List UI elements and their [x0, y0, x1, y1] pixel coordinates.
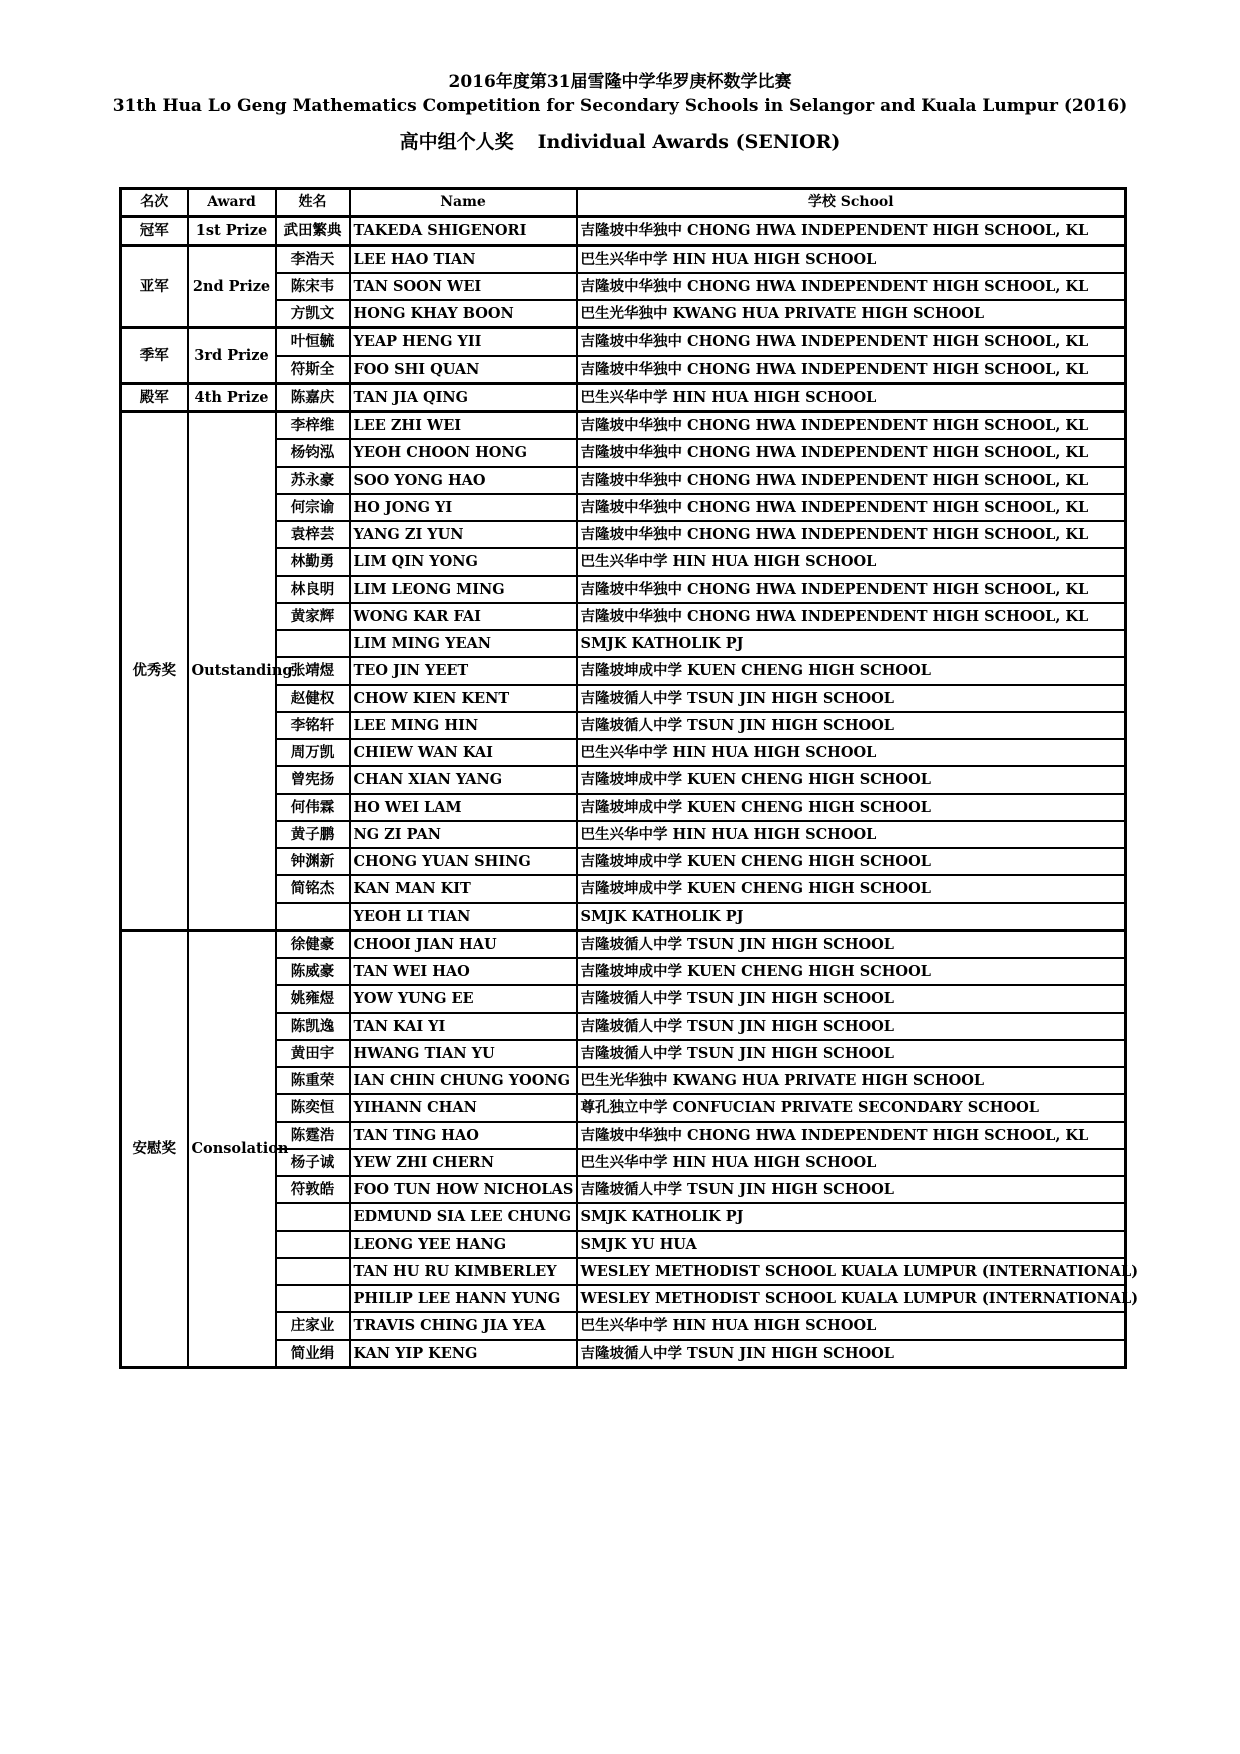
- school-cell: SMJK KATHOLIK PJ: [577, 903, 1126, 931]
- name-cell: TAN HU RU KIMBERLEY: [350, 1258, 577, 1285]
- table-row: [121, 245, 1126, 273]
- chinese-name-cell: 陈嘉庆: [276, 383, 350, 411]
- name-cell: KAN MAN KIT: [350, 875, 577, 902]
- school-cell: 巴生光华独中 KWANG HUA PRIVATE HIGH SCHOOL: [577, 300, 1126, 328]
- school-cell: 吉隆坡中华独中 CHONG HWA INDEPENDENT HIGH SCHOOL, KL: [577, 412, 1126, 440]
- name-cell: CHIEW WAN KAI: [350, 739, 577, 766]
- chinese-name-cell: 钟渊新: [276, 848, 350, 875]
- school-cell: 吉隆坡中华独中 CHONG HWA INDEPENDENT HIGH SCHOOL, KL: [577, 467, 1126, 494]
- school-cell: 吉隆坡坤成中学 KUEN CHENG HIGH SCHOOL: [577, 766, 1126, 793]
- school-cell: 巴生兴华中学 HIN HUA HIGH SCHOOL: [577, 739, 1126, 766]
- school-cell: 巴生光华独中 KWANG HUA PRIVATE HIGH SCHOOL: [577, 1067, 1126, 1094]
- chinese-name-cell: 何伟霖: [276, 794, 350, 821]
- chinese-name-cell: 黄田宇: [276, 1040, 350, 1067]
- chinese-name-cell: 陈奕恒: [276, 1094, 350, 1121]
- name-cell: KAN YIP KENG: [350, 1340, 577, 1368]
- chinese-name-cell: 姚雍煜: [276, 985, 350, 1012]
- table-row: [121, 930, 1126, 958]
- chinese-name-cell: 陈重荣: [276, 1067, 350, 1094]
- chinese-name-cell: 袁梓芸: [276, 521, 350, 548]
- name-cell: YANG ZI YUN: [350, 521, 577, 548]
- school-cell: 尊孔独立中学 CONFUCIAN PRIVATE SECONDARY SCHOOL: [577, 1094, 1126, 1121]
- name-cell: LEONG YEE HANG: [350, 1231, 577, 1258]
- name-cell: LEE ZHI WEI: [350, 412, 577, 440]
- chinese-name-cell: 赵健权: [276, 685, 350, 712]
- chinese-name-cell: 周万凯: [276, 739, 350, 766]
- chinese-name-cell: 陈霆浩: [276, 1122, 350, 1149]
- award-cell: 1st Prize: [188, 217, 276, 245]
- name-cell: TEO JIN YEET: [350, 657, 577, 684]
- name-cell: FOO SHI QUAN: [350, 356, 577, 384]
- name-cell: NG ZI PAN: [350, 821, 577, 848]
- chinese-name-cell: 庄家业: [276, 1312, 350, 1339]
- name-cell: TAN TING HAO: [350, 1122, 577, 1149]
- school-cell: SMJK KATHOLIK PJ: [577, 630, 1126, 657]
- name-cell: FOO TUN HOW NICHOLAS: [350, 1176, 577, 1203]
- school-cell: WESLEY METHODIST SCHOOL KUALA LUMPUR (INTERNATIONAL): [577, 1258, 1126, 1285]
- name-cell: LIM QIN YONG: [350, 548, 577, 575]
- chinese-name-cell: [276, 1258, 350, 1285]
- chinese-name-cell: 陈宋韦: [276, 273, 350, 300]
- chinese-name-cell: 叶恒毓: [276, 328, 350, 356]
- name-cell: CHOW KIEN KENT: [350, 685, 577, 712]
- rank-cell: 殿军: [121, 383, 188, 411]
- title-chinese: 2016年度第31届雪隆中学华罗庚杯数学比赛: [448, 72, 792, 92]
- document-header: [0, 70, 1240, 156]
- school-cell: 吉隆坡中华独中 CHONG HWA INDEPENDENT HIGH SCHOOL, KL: [577, 494, 1126, 521]
- header-chinese-name: 姓名: [276, 189, 350, 217]
- name-cell: HONG KHAY BOON: [350, 300, 577, 328]
- name-cell: LIM MING YEAN: [350, 630, 577, 657]
- school-cell: 吉隆坡循人中学 TSUN JIN HIGH SCHOOL: [577, 985, 1126, 1012]
- chinese-name-cell: 黄子鹏: [276, 821, 350, 848]
- chinese-name-cell: 林勤勇: [276, 548, 350, 575]
- name-cell: PHILIP LEE HANN YUNG: [350, 1285, 577, 1312]
- title-english: 31th Hua Lo Geng Mathematics Competition for Secondary Schools in Selangor and Kuala Lumpur (2016): [112, 96, 1128, 116]
- chinese-name-cell: 李浩天: [276, 245, 350, 273]
- school-cell: 吉隆坡坤成中学 KUEN CHENG HIGH SCHOOL: [577, 958, 1126, 985]
- table-row: [121, 328, 1126, 356]
- rank-cell: 亚军: [121, 245, 188, 328]
- table-header-row: [121, 189, 1126, 217]
- school-cell: 吉隆坡循人中学 TSUN JIN HIGH SCHOOL: [577, 712, 1126, 739]
- school-cell: WESLEY METHODIST SCHOOL KUALA LUMPUR (INTERNATIONAL): [577, 1285, 1126, 1312]
- chinese-name-cell: [276, 1285, 350, 1312]
- name-cell: TAN JIA QING: [350, 383, 577, 411]
- subtitle: [0, 128, 1240, 156]
- name-cell: EDMUND SIA LEE CHUNG: [350, 1203, 577, 1230]
- school-cell: SMJK KATHOLIK PJ: [577, 1203, 1126, 1230]
- award-cell: 4th Prize: [188, 383, 276, 411]
- chinese-name-cell: 陈威豪: [276, 958, 350, 985]
- award-cell: Outstanding: [188, 412, 276, 931]
- chinese-name-cell: 苏永豪: [276, 467, 350, 494]
- name-cell: LEE HAO TIAN: [350, 245, 577, 273]
- name-cell: TAN SOON WEI: [350, 273, 577, 300]
- school-cell: 巴生兴华中学 HIN HUA HIGH SCHOOL: [577, 1149, 1126, 1176]
- chinese-name-cell: 张靖煜: [276, 657, 350, 684]
- awards-body: [121, 217, 1139, 1368]
- school-cell: 吉隆坡中华独中 CHONG HWA INDEPENDENT HIGH SCHOOL, KL: [577, 439, 1126, 466]
- chinese-name-cell: 林良明: [276, 576, 350, 603]
- header-school: 学校 School: [577, 189, 1126, 217]
- school-cell: 吉隆坡中华独中 CHONG HWA INDEPENDENT HIGH SCHOOL, KL: [577, 328, 1126, 356]
- subtitle-english: Individual Awards (SENIOR): [537, 131, 841, 153]
- name-cell: YOW YUNG EE: [350, 985, 577, 1012]
- name-cell: TAKEDA SHIGENORI: [350, 217, 577, 245]
- name-cell: WONG KAR FAI: [350, 603, 577, 630]
- name-cell: TRAVIS CHING JIA YEA: [350, 1312, 577, 1339]
- school-cell: 吉隆坡中华独中 CHONG HWA INDEPENDENT HIGH SCHOOL, KL: [577, 217, 1126, 245]
- chinese-name-cell: 符敦皓: [276, 1176, 350, 1203]
- chinese-name-cell: 黄家辉: [276, 603, 350, 630]
- school-cell: 巴生兴华中学 HIN HUA HIGH SCHOOL: [577, 245, 1126, 273]
- name-cell: LEE MING HIN: [350, 712, 577, 739]
- school-cell: 吉隆坡中华独中 CHONG HWA INDEPENDENT HIGH SCHOOL, KL: [577, 356, 1126, 384]
- award-cell: Consolation: [188, 930, 276, 1367]
- chinese-name-cell: [276, 903, 350, 931]
- chinese-name-cell: 武田繁典: [276, 217, 350, 245]
- chinese-name-cell: 简铭杰: [276, 875, 350, 902]
- chinese-name-cell: 曾宪扬: [276, 766, 350, 793]
- name-cell: CHONG YUAN SHING: [350, 848, 577, 875]
- school-cell: 吉隆坡中华独中 CHONG HWA INDEPENDENT HIGH SCHOOL, KL: [577, 521, 1126, 548]
- chinese-name-cell: 杨子诚: [276, 1149, 350, 1176]
- table-row: [121, 412, 1126, 440]
- chinese-name-cell: 杨钧泓: [276, 439, 350, 466]
- school-cell: 吉隆坡坤成中学 KUEN CHENG HIGH SCHOOL: [577, 794, 1126, 821]
- rank-cell: 季军: [121, 328, 188, 384]
- name-cell: TAN KAI YI: [350, 1013, 577, 1040]
- school-cell: 巴生兴华中学 HIN HUA HIGH SCHOOL: [577, 383, 1126, 411]
- name-cell: YEOH LI TIAN: [350, 903, 577, 931]
- name-cell: CHAN XIAN YANG: [350, 766, 577, 793]
- chinese-name-cell: [276, 1203, 350, 1230]
- rank-cell: 冠军: [121, 217, 188, 245]
- name-cell: YIHANN CHAN: [350, 1094, 577, 1121]
- school-cell: 吉隆坡循人中学 TSUN JIN HIGH SCHOOL: [577, 1013, 1126, 1040]
- award-cell: 3rd Prize: [188, 328, 276, 384]
- school-cell: 巴生兴华中学 HIN HUA HIGH SCHOOL: [577, 548, 1126, 575]
- name-cell: CHOOI JIAN HAU: [350, 930, 577, 958]
- chinese-name-cell: 何宗谕: [276, 494, 350, 521]
- header-award: Award: [188, 189, 276, 217]
- name-cell: IAN CHIN CHUNG YOONG: [350, 1067, 577, 1094]
- school-cell: 吉隆坡坤成中学 KUEN CHENG HIGH SCHOOL: [577, 657, 1126, 684]
- school-cell: 吉隆坡中华独中 CHONG HWA INDEPENDENT HIGH SCHOOL, KL: [577, 576, 1126, 603]
- chinese-name-cell: [276, 630, 350, 657]
- school-cell: 吉隆坡循人中学 TSUN JIN HIGH SCHOOL: [577, 1176, 1126, 1203]
- name-cell: YEAP HENG YII: [350, 328, 577, 356]
- name-cell: TAN WEI HAO: [350, 958, 577, 985]
- chinese-name-cell: 李梓维: [276, 412, 350, 440]
- name-cell: HO WEI LAM: [350, 794, 577, 821]
- school-cell: 吉隆坡循人中学 TSUN JIN HIGH SCHOOL: [577, 685, 1126, 712]
- name-cell: HWANG TIAN YU: [350, 1040, 577, 1067]
- school-cell: 吉隆坡循人中学 TSUN JIN HIGH SCHOOL: [577, 930, 1126, 958]
- chinese-name-cell: 方凯文: [276, 300, 350, 328]
- school-cell: 吉隆坡中华独中 CHONG HWA INDEPENDENT HIGH SCHOOL, KL: [577, 1122, 1126, 1149]
- header-rank: 名次: [121, 189, 188, 217]
- name-cell: YEOH CHOON HONG: [350, 439, 577, 466]
- school-cell: 吉隆坡中华独中 CHONG HWA INDEPENDENT HIGH SCHOOL, KL: [577, 273, 1126, 300]
- school-cell: 吉隆坡循人中学 TSUN JIN HIGH SCHOOL: [577, 1040, 1126, 1067]
- award-cell: 2nd Prize: [188, 245, 276, 328]
- name-cell: YEW ZHI CHERN: [350, 1149, 577, 1176]
- chinese-name-cell: 陈凯逸: [276, 1013, 350, 1040]
- school-cell: 巴生兴华中学 HIN HUA HIGH SCHOOL: [577, 821, 1126, 848]
- rank-cell: 优秀奖: [121, 412, 188, 931]
- school-cell: 吉隆坡中华独中 CHONG HWA INDEPENDENT HIGH SCHOOL, KL: [577, 603, 1126, 630]
- chinese-name-cell: 符斯全: [276, 356, 350, 384]
- school-cell: 吉隆坡循人中学 TSUN JIN HIGH SCHOOL: [577, 1340, 1126, 1368]
- name-cell: HO JONG YI: [350, 494, 577, 521]
- name-cell: SOO YONG HAO: [350, 467, 577, 494]
- rank-cell: 安慰奖: [121, 930, 188, 1367]
- chinese-name-cell: 徐健豪: [276, 930, 350, 958]
- school-cell: 吉隆坡坤成中学 KUEN CHENG HIGH SCHOOL: [577, 848, 1126, 875]
- header-name: Name: [350, 189, 577, 217]
- awards-table: [119, 187, 1139, 1369]
- table-row: [121, 217, 1126, 245]
- school-cell: 吉隆坡坤成中学 KUEN CHENG HIGH SCHOOL: [577, 875, 1126, 902]
- school-cell: 巴生兴华中学 HIN HUA HIGH SCHOOL: [577, 1312, 1126, 1339]
- subtitle-chinese: 高中组个人奖: [399, 131, 514, 153]
- chinese-name-cell: 简业绢: [276, 1340, 350, 1368]
- chinese-name-cell: [276, 1231, 350, 1258]
- school-cell: SMJK YU HUA: [577, 1231, 1126, 1258]
- table-row: [121, 383, 1126, 411]
- name-cell: LIM LEONG MING: [350, 576, 577, 603]
- chinese-name-cell: 李铭轩: [276, 712, 350, 739]
